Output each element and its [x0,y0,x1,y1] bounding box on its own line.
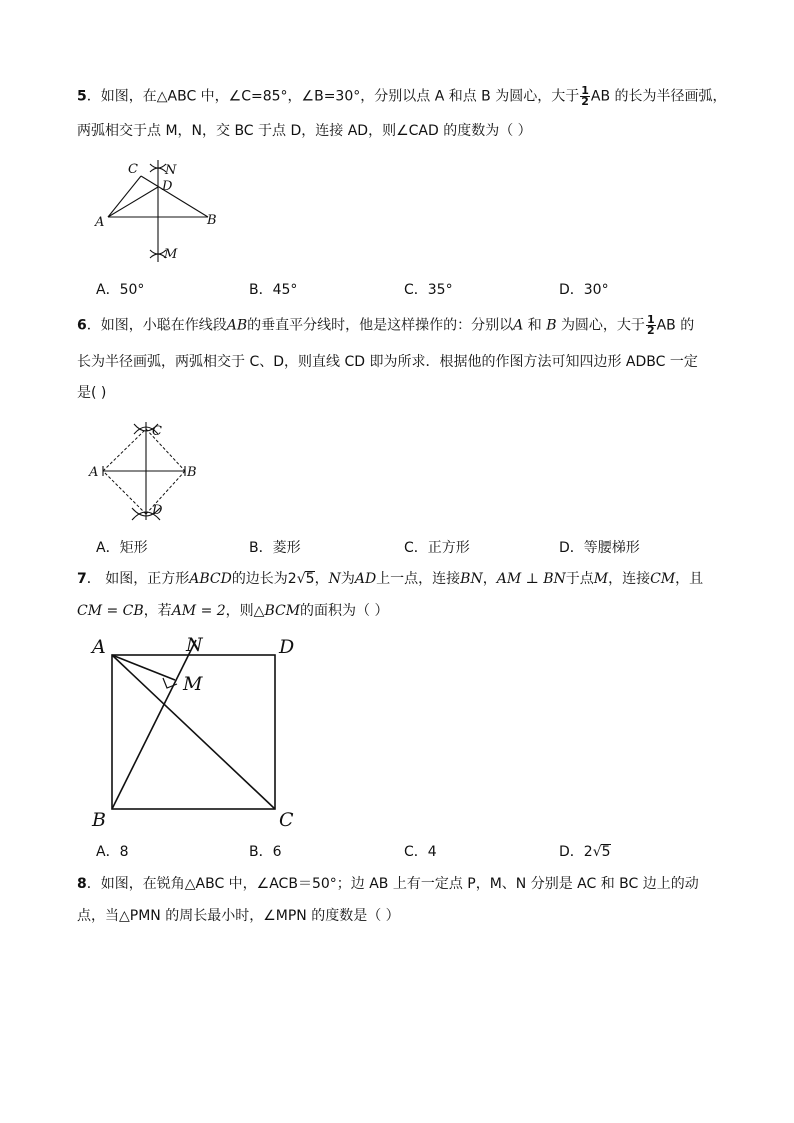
q6-figure [86,420,206,524]
q7-text-1b: 的边长为2 [231,571,297,587]
q7-segment-AM [112,655,175,680]
q5-option-c[interactable]: C．35° [404,282,453,298]
q5-label-C: C [128,162,138,177]
q5-number: 5 [77,88,87,105]
q6-var-A: A [513,317,524,334]
q7-text-1e: 上一点，连接 [376,571,461,587]
q6-line-2: 长为半径画弧，两弧相交于 C、D，则直线 CD 即为所求．根据他的作图方法可知四边形 ADBC 一定 [77,354,698,370]
q6-text-1b: 的垂直平分线时，他是这样操作的：分别以 [247,317,514,334]
q5-label-D: D [162,179,173,194]
q7-text-1g: 于点 [565,571,594,587]
q7-line-2 [77,601,389,621]
q7-figure [88,632,300,832]
q7-text-1c: ， [314,571,329,587]
q7-var-ABCD: ABCD [189,571,232,587]
q7-text-2b: ，若 [143,603,172,619]
q7-option-c[interactable]: C．4 [404,844,437,860]
q5-line-2: 两弧相交于点 M，N，交 BC 于点 D，连接 AD，则∠CAD 的度数为（ ） [77,123,532,139]
q7-label-C: C [279,809,294,831]
q5-fraction [580,86,590,107]
q5-option-b[interactable]: B．45° [249,282,298,298]
q6-label-A: A [89,465,99,480]
q7-sqrt5: 5 [305,571,315,587]
q7-text-1i: ，且 [675,571,704,587]
q5-label-M: M [164,247,178,262]
q5-frac-den: 2 [581,95,589,108]
q6-segment-AC [103,429,146,471]
q6-label-B: B [187,465,197,480]
q7-option-d-sqrt: 5 [601,844,611,860]
q7-label-D: D [279,636,295,658]
q7-var-CMCB: CM = CB [77,603,144,619]
q7-var-AD: AD [354,571,377,587]
q5-figure [90,158,230,266]
q6-fraction [646,315,656,336]
q7-text-2d: ，则 [225,603,254,619]
q5-segment-AC [108,176,141,217]
q7-segment-BN [112,640,196,809]
q6-frac-den: 2 [646,324,655,337]
q6-text-1a: ．如图，小聪在作线段 [86,317,227,334]
q7-text-1f: ， [482,571,497,587]
q7-line-1: 7． 如图，正方形ABCD的边长为2√5，N为AD上一点，连接BN，AM ⊥ BN于点M，连接CM，且 [77,571,704,587]
q5-text-1b: AB 的长为半径画弧， [590,88,727,105]
q6-var-B: B [546,317,557,334]
q8-line-1 [77,874,699,894]
q6-text-1d: 为圆心，大于 [560,317,645,334]
q8-number: 8 [77,876,87,892]
q5-label-B: B [207,213,217,228]
q6-label-C: C [152,424,162,439]
q7-label-N: N [186,634,203,656]
q5-line-1 [77,86,727,107]
q6-frac-num: 1 [646,313,655,326]
q6-option-c[interactable]: C．正方形 [404,540,470,556]
q5-option-d[interactable]: D．30° [559,282,609,298]
q6-var-AB: AB [226,317,248,334]
q7-var-BCM: △BCM [253,603,301,619]
q7-option-d-label: D．2 [559,844,593,860]
q6-text-1c: 和 [527,317,542,334]
q7-var-N: N [328,571,341,587]
q7-number: 7 [77,571,87,587]
q7-var-CM: CM [650,571,676,587]
q6-text-1e: AB 的 [656,317,695,334]
q6-line-1 [77,315,694,336]
q6-option-d[interactable]: D．等腰梯形 [559,540,640,556]
q5-text-1a: ．如图，在△ABC 中，∠C=85°，∠B=30°，分别以点 A 和点 B 为圆心，大于 [86,88,580,105]
q7-var-perp: AM ⊥ BN [496,571,566,587]
q7-text-1d: 为 [340,571,355,587]
q6-option-b[interactable]: B．菱形 [249,540,301,556]
q7-text-1h: ，连接 [608,571,651,587]
q7-var-AM2: AM = 2 [171,603,226,619]
q7-var-BN: BN [460,571,483,587]
q7-option-b[interactable]: B．6 [249,844,282,860]
q6-line-3: 是( ) [77,385,107,401]
q7-text-1a: ． 如图，正方形 [86,571,190,587]
q5-segment-CB [141,176,208,217]
q5-label-A: A [95,215,105,230]
q7-label-M: M [183,673,203,695]
q6-label-D: D [152,503,163,518]
q7-option-a[interactable]: A．8 [96,844,129,860]
q5-label-N: N [165,163,177,178]
q5-option-a[interactable]: A．50° [96,282,145,298]
q6-number: 6 [77,317,87,334]
q5-frac-num: 1 [581,84,589,97]
q7-option-d[interactable]: D．2√5 [559,844,611,860]
q6-segment-DA [103,471,146,514]
q7-text-2f: 的面积为（ ） [300,603,389,619]
q7-label-B: B [92,809,106,831]
q7-label-A: A [92,636,106,658]
q6-option-a[interactable]: A．矩形 [96,540,148,556]
q7-var-M: M [593,571,609,587]
q5-segment-AD [108,187,158,217]
q8-text-1: ．如图，在锐角△ABC 中，∠ACB＝50°；边 AB 上有一定点 P，M、N 分别是 AC 和 BC 边上的动 [86,876,699,892]
q8-line-2: 点，当△PMN 的周长最小时，∠MPN 的度数是（ ） [77,908,400,924]
